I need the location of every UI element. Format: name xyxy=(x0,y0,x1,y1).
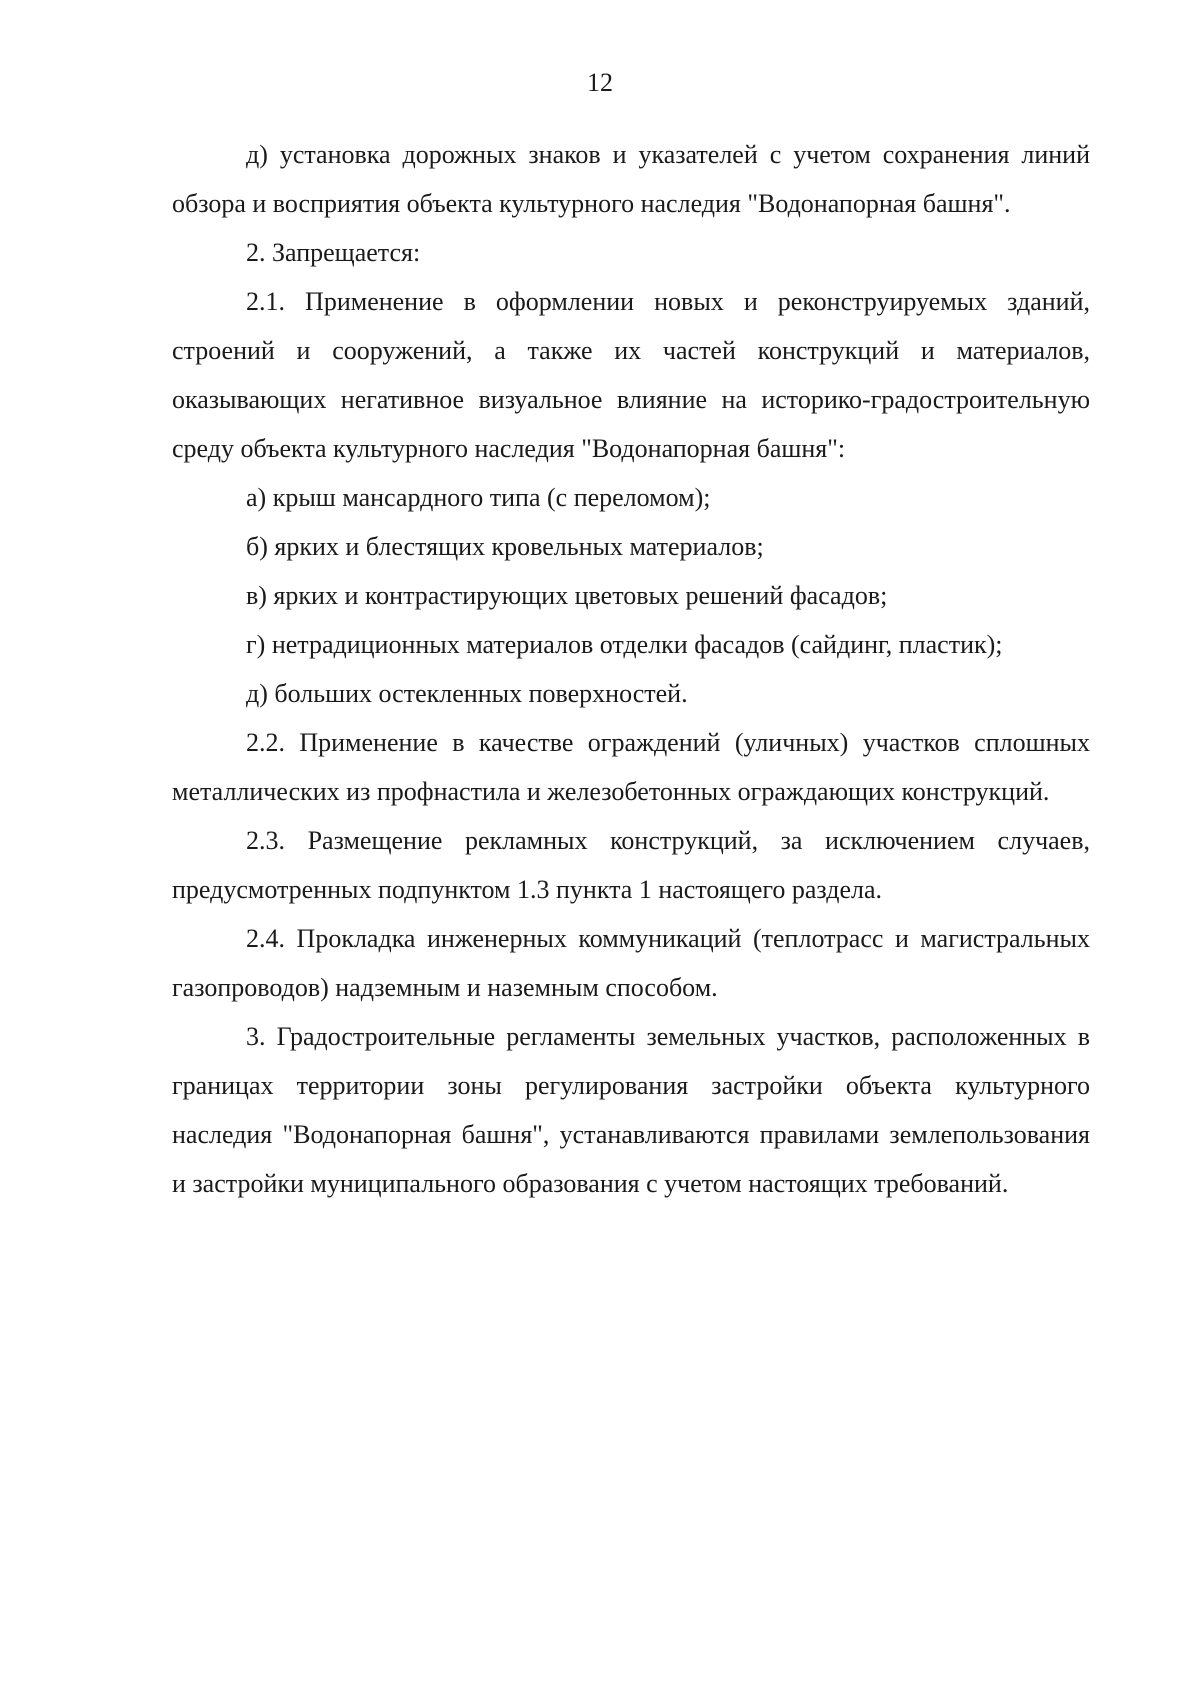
paragraph-d-road-signs: д) установка дорожных знаков и указателей с учетом сохранения линий обзора и восприятия объекта культурного наследия "Водонапорная башня". xyxy=(172,140,1090,218)
paragraph-2-4: 2.4. Прокладка инженерных коммуникаций (теплотрасс и магистральных газопроводов) надземным и наземным способом. xyxy=(172,924,1090,1002)
list-item-v: в) ярких и контрастирующих цветовых решений фасадов; xyxy=(246,581,888,610)
list-item-a: а) крыш мансардного типа (с переломом); xyxy=(246,483,711,512)
list-item-b: б) ярких и блестящих кровельных материалов; xyxy=(246,532,764,561)
paragraph-2-2: 2.2. Применение в качестве ограждений (уличных) участков сплошных металлических из профнастила и железобетонных ограждающих конструкций. xyxy=(172,728,1090,806)
paragraph-2-1: 2.1. Применение в оформлении новых и реконструируемых зданий, строений и сооружений, а также их частей конструкций и материалов, оказывающих негативное визуальное влияние на историко-градостроительную среду объекта культурного наследия "Водонапорная башня": xyxy=(172,287,1090,463)
page-number: 12 xyxy=(587,68,613,97)
list-item-g: г) нетрадиционных материалов отделки фасадов (сайдинг, пластик); xyxy=(246,630,1003,659)
document-body xyxy=(172,130,1090,1208)
paragraph-2-prohibited: 2. Запрещается: xyxy=(246,238,421,267)
paragraph-3: 3. Градостроительные регламенты земельных участков, расположенных в границах территории зоны регулирования застройки объекта культурного наследия "Водонапорная башня", устанавливаются правилами землепользования и застройки муниципального образования с учетом настоящих требований. xyxy=(172,1022,1090,1198)
paragraph-2-3: 2.3. Размещение рекламных конструкций, за исключением случаев, предусмотренных подпунктом 1.3 пункта 1 настоящего раздела. xyxy=(172,826,1090,904)
list-item-d: д) больших остекленных поверхностей. xyxy=(246,679,688,708)
